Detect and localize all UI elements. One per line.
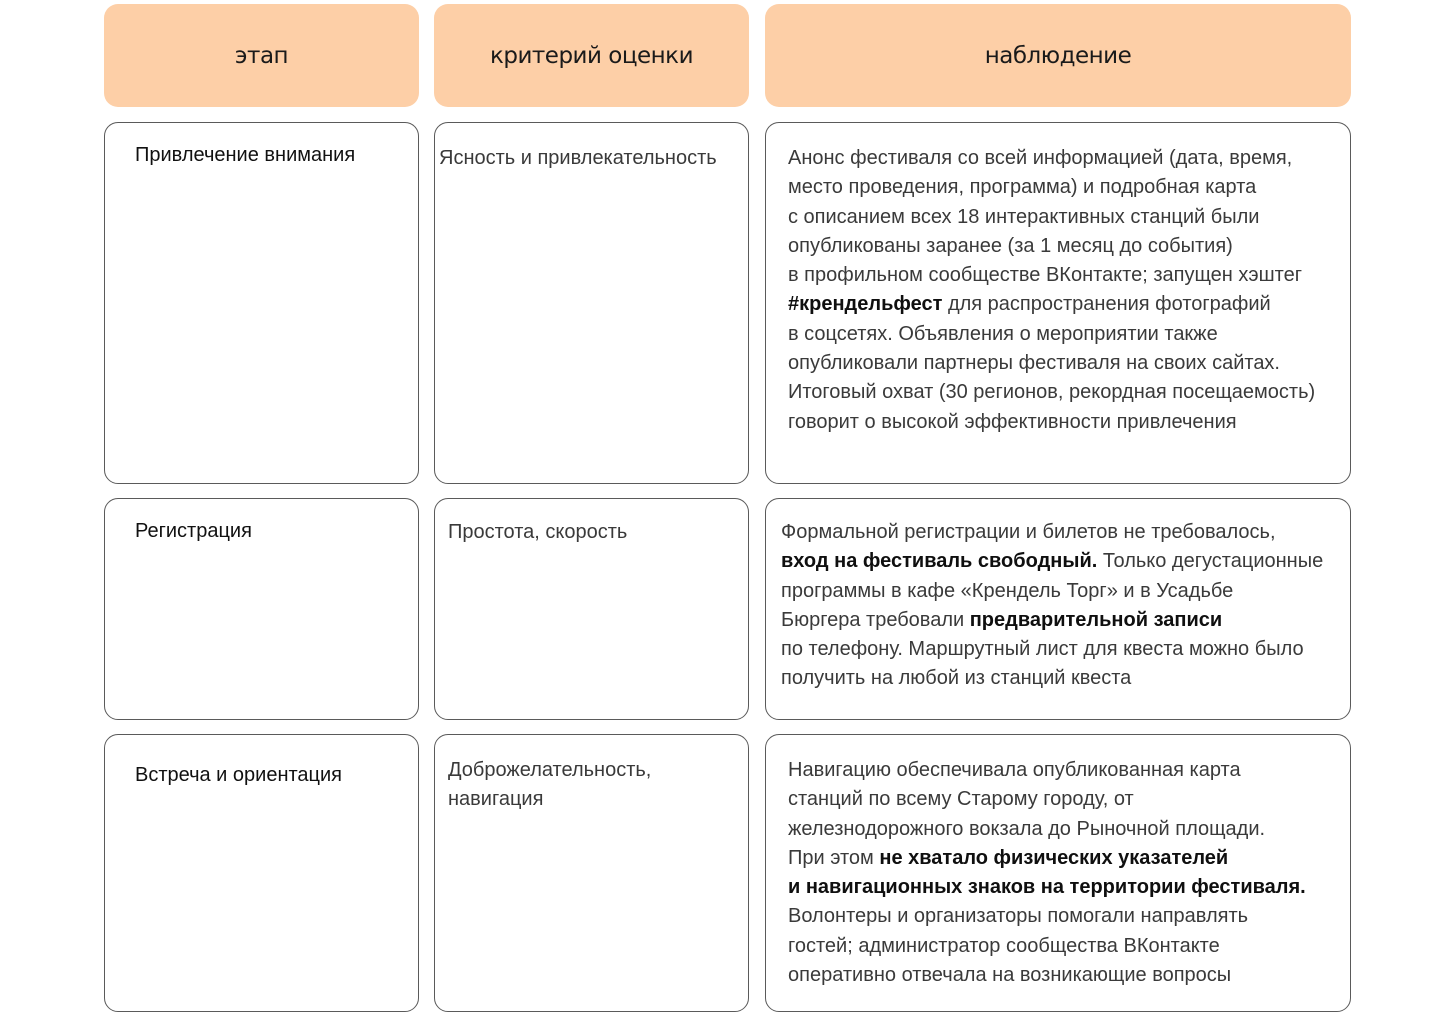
observation-highlight: #крендельфест [788,293,943,316]
row-2-observation [781,518,1323,694]
observation-text: по телефону. Маршрутный лист для квеста можно было получить на любой из станций квеста [781,638,1304,690]
header-stage [104,4,419,107]
observation-highlight: не хватало физических указателей и навигационных знаков на территории фестиваля. [788,846,1306,899]
row-3-criterion: Доброжелательность, навигация [448,759,652,811]
observation-highlight: вход на фестиваль свободный. [781,550,1098,573]
header-observation [765,4,1351,107]
row-2-criterion-cell [434,498,749,720]
row-3-criterion-cell [434,734,749,1012]
row-1-stage: Привлечение внимания [135,144,356,166]
row-2-observation-cell [765,498,1351,720]
header-criterion-label: критерий оценки [489,42,694,69]
header-criterion [434,4,749,107]
row-2-stage-cell [104,498,419,720]
row-2-stage: Регистрация [135,520,252,542]
observation-text: Только дегустационные программы в кафе «Крендель Торг» и в Усадьбе Бюргера требовали [781,550,1324,631]
observation-text: Волонтеры и организаторы помогали направлять гостей; администратор сообщества ВКонтакте оперативно отвечала на возникающие вопросы [788,905,1249,987]
row-2-criterion: Простота, скорость [448,521,628,543]
row-1-criterion-cell [434,122,749,484]
observation-text: Анонс фестиваля со всей информацией (дата, время, место проведения, программа) и подробная карта с описанием всех 18 интерактивных станций были опубликованы заранее (за 1 месяц до события) в профильном сообществе ВКонтакте; запущен хэштег [788,147,1303,287]
row-3-observation-cell [765,734,1351,1012]
row-3-stage-cell [104,734,419,1012]
observation-text: Навигацию обеспечивала опубликованная карта станций по всему Старому городу, от железнодорожного вокзала до Рыночной площади. При этом [788,759,1266,869]
row-1-criterion: Ясность и привлекательность [439,147,717,169]
row-1-observation-cell [765,122,1351,484]
row-3-stage: Встреча и ориентация [135,764,343,786]
header-stage-label: этап [234,42,289,69]
row-1-stage-cell [104,122,419,484]
row-3-observation [788,756,1306,990]
row-1-observation [788,144,1315,437]
observation-text: Формальной регистрации и билетов не требовалось, [781,521,1276,543]
observation-text: для распространения фотографий в соцсетях. Объявления о мероприятии также опубликовали партнеры фестиваля на своих сайтах. Итоговый охват (30 регионов, рекордная посещаемость) говорит о высокой эффективности привлечения [788,293,1316,433]
header-observation-label: наблюдение [984,42,1132,69]
observation-highlight: предварительной записи [969,608,1223,631]
